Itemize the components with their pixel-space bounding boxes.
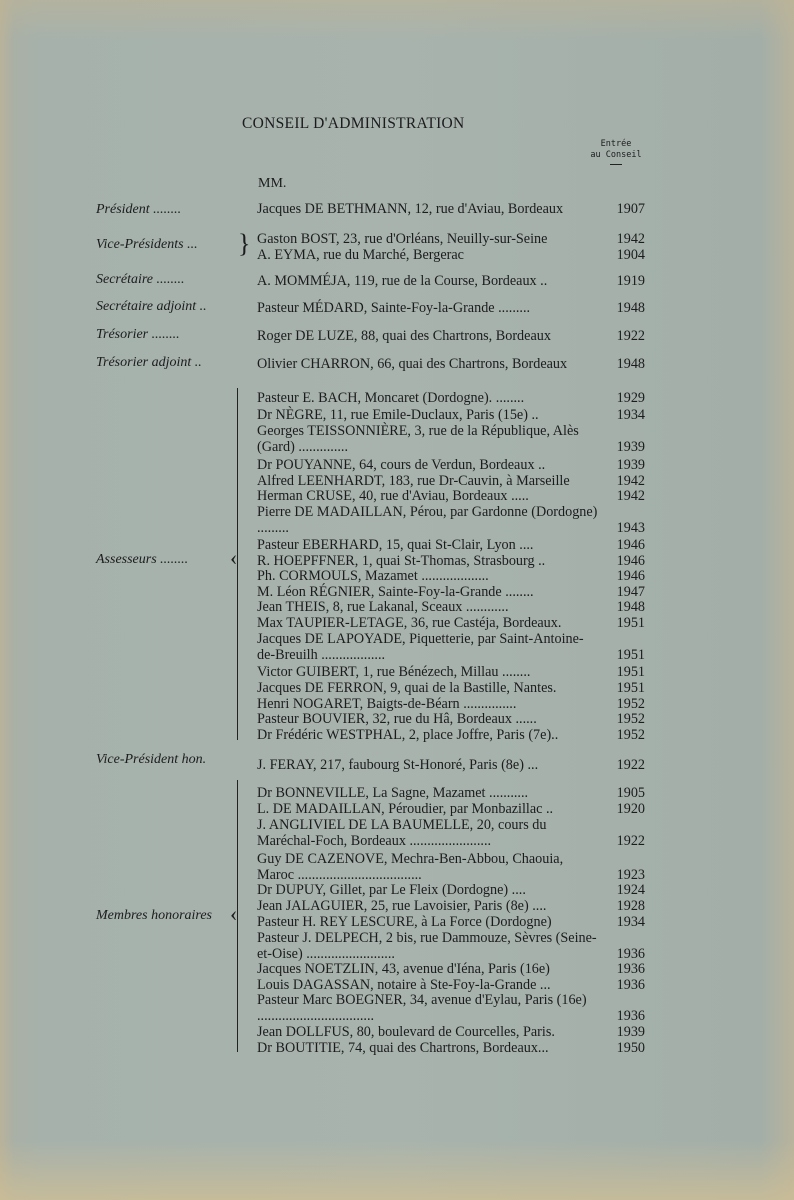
member-name: J. FERAY, 217, faubourg St-Honoré, Paris (8e) ... xyxy=(257,757,539,773)
member-row xyxy=(257,568,645,584)
member-name: Jean DOLLFUS, 80, boulevard de Courcelles, Paris. xyxy=(257,1024,555,1040)
member-year: 1934 xyxy=(616,914,645,930)
member-year: 1943 xyxy=(616,520,645,536)
member-year: 1952 xyxy=(616,711,645,727)
member-name: Jacques DE LAPOYADE, Piquetterie, par Saint-Antoine-de-Breuilh .................. xyxy=(257,631,584,663)
member-name: Dr NÈGRE, 11, rue Emile-Duclaux, Paris (15e) .. xyxy=(257,407,539,423)
member-name: Ph. CORMOULS, Mazamet ................... xyxy=(257,568,489,584)
member-name: Roger DE LUZE, 88, quai des Chartrons, Bordeaux xyxy=(257,328,551,344)
entree-line-2: au Conseil xyxy=(590,150,642,160)
member-row xyxy=(257,407,645,423)
member-row xyxy=(257,584,645,600)
role-label: Président ........ xyxy=(96,202,182,217)
member-row xyxy=(257,599,645,615)
member-row xyxy=(257,757,645,773)
brace-icon: ‹ xyxy=(230,545,238,570)
member-row xyxy=(257,273,645,289)
member-row xyxy=(257,328,645,344)
member-name: Dr BONNEVILLE, La Sagne, Mazamet ........... xyxy=(257,785,529,801)
member-row xyxy=(257,785,645,801)
role-label: Trésorier ........ xyxy=(96,327,180,342)
member-year: 1936 xyxy=(616,961,645,977)
member-name: Jean THEIS, 8, rue Lakanal, Sceaux ............ xyxy=(257,599,509,615)
role-label: Vice-Présidents ... xyxy=(96,237,198,252)
member-name: Pasteur Marc BOEGNER, 34, avenue d'Eylau, Paris (16e) ................................. xyxy=(257,992,587,1024)
member-year: 1924 xyxy=(616,882,645,898)
member-year: 1950 xyxy=(616,1040,645,1056)
member-year: 1948 xyxy=(616,356,645,372)
member-year: 1934 xyxy=(616,407,645,423)
member-row xyxy=(257,300,645,316)
member-row xyxy=(257,631,645,663)
member-row xyxy=(257,930,645,962)
member-row xyxy=(257,961,645,977)
member-row xyxy=(257,231,645,247)
member-row xyxy=(257,615,645,631)
member-name: Pasteur J. DELPECH, 2 bis, rue Dammouze, Sèvres (Seine-et-Oise) ......................... xyxy=(257,930,597,962)
member-year: 1951 xyxy=(616,680,645,696)
member-name: Olivier CHARRON, 66, quai des Chartrons, Bordeaux xyxy=(257,356,568,372)
member-name: A. EYMA, rue du Marché, Bergerac xyxy=(257,247,464,263)
member-name: Henri NOGARET, Baigts-de-Béarn ............... xyxy=(257,696,517,712)
brace-icon: } xyxy=(238,229,251,258)
member-row xyxy=(257,504,645,536)
member-row xyxy=(257,356,645,372)
member-row xyxy=(257,696,645,712)
brace-icon: ‹ xyxy=(230,901,238,926)
member-row xyxy=(257,882,645,898)
member-name: Pierre DE MADAILLAN, Pérou, par Gardonne (Dordogne) ......... xyxy=(257,504,598,536)
member-name: Georges TEISSONNIÈRE, 3, rue de la République, Alès (Gard) .............. xyxy=(257,423,579,455)
member-year: 1936 xyxy=(616,1008,645,1024)
member-row xyxy=(257,390,645,406)
member-year: 1904 xyxy=(616,247,645,263)
member-row xyxy=(257,914,645,930)
member-row xyxy=(257,977,645,993)
member-name: Pasteur EBERHARD, 15, quai St-Clair, Lyon .... xyxy=(257,537,534,553)
member-row xyxy=(257,423,645,455)
member-row xyxy=(257,727,645,743)
member-name: J. ANGLIVIEL DE LA BAUMELLE, 20, cours du Maréchal-Foch, Bordeaux ....................... xyxy=(257,817,547,849)
member-row xyxy=(257,488,645,504)
member-year: 1939 xyxy=(616,457,645,473)
member-year: 1939 xyxy=(616,439,645,455)
member-year: 1922 xyxy=(616,833,645,849)
member-year: 1928 xyxy=(616,898,645,914)
member-name: L. DE MADAILLAN, Péroudier, par Monbazillac .. xyxy=(257,801,554,817)
member-year: 1946 xyxy=(616,568,645,584)
member-name: Jacques DE FERRON, 9, quai de la Bastille, Nantes. xyxy=(257,680,557,696)
member-row xyxy=(257,247,645,263)
member-name: Pasteur H. REY LESCURE, à La Force (Dordogne) xyxy=(257,914,552,930)
member-row xyxy=(257,664,645,680)
member-year: 1936 xyxy=(616,977,645,993)
entree-line-1: Entrée xyxy=(600,139,632,149)
member-year: 1952 xyxy=(616,727,645,743)
member-name: Pasteur MÉDARD, Sainte-Foy-la-Grande ......... xyxy=(257,300,531,316)
member-row xyxy=(257,801,645,817)
member-name: Pasteur BOUVIER, 32, rue du Hâ, Bordeaux ...... xyxy=(257,711,537,727)
member-year: 1923 xyxy=(616,867,645,883)
member-year: 1946 xyxy=(616,537,645,553)
member-name: Gaston BOST, 23, rue d'Orléans, Neuilly-sur-Seine xyxy=(257,231,548,247)
member-year: 1929 xyxy=(616,390,645,406)
member-name: Dr DUPUY, Gillet, par Le Fleix (Dordogne) .... xyxy=(257,882,526,898)
mm-heading: MM. xyxy=(258,176,287,191)
page-title: CONSEIL D'ADMINISTRATION xyxy=(242,115,465,132)
member-year: 1922 xyxy=(616,757,645,773)
member-year: 1951 xyxy=(616,647,645,663)
entree-dash xyxy=(610,164,622,165)
role-label: Vice-Président hon. xyxy=(96,752,207,767)
member-year: 1951 xyxy=(616,664,645,680)
entree-heading xyxy=(586,139,646,165)
member-name: Jean JALAGUIER, 25, rue Lavoisier, Paris (8e) .... xyxy=(257,898,547,914)
role-label: Membres honoraires xyxy=(96,908,213,923)
member-row xyxy=(257,553,645,569)
member-name: Max TAUPIER-LETAGE, 36, rue Castéja, Bordeaux. xyxy=(257,615,562,631)
role-label: Secrétaire adjoint .. xyxy=(96,299,207,314)
member-year: 1942 xyxy=(616,231,645,247)
member-year: 1948 xyxy=(616,599,645,615)
member-name: M. Léon RÉGNIER, Sainte-Foy-la-Grande ........ xyxy=(257,584,534,600)
member-year: 1907 xyxy=(616,201,645,217)
member-row xyxy=(257,992,645,1024)
member-row xyxy=(257,851,645,883)
member-row xyxy=(257,457,645,473)
member-name: Jacques DE BETHMANN, 12, rue d'Aviau, Bordeaux xyxy=(257,201,564,217)
member-name: Pasteur E. BACH, Moncaret (Dordogne). ........ xyxy=(257,390,525,406)
member-row xyxy=(257,473,645,489)
role-label: Assesseurs ........ xyxy=(96,552,189,567)
role-label: Secrétaire ........ xyxy=(96,272,185,287)
member-year: 1939 xyxy=(616,1024,645,1040)
member-row xyxy=(257,1040,645,1056)
member-name: R. HOEPFFNER, 1, quai St-Thomas, Strasbourg .. xyxy=(257,553,546,569)
member-row xyxy=(257,817,645,849)
member-row xyxy=(257,898,645,914)
role-label: Trésorier adjoint .. xyxy=(96,355,202,370)
member-year: 1920 xyxy=(616,801,645,817)
member-year: 1922 xyxy=(616,328,645,344)
member-year: 1905 xyxy=(616,785,645,801)
member-row xyxy=(257,1024,645,1040)
member-name: Jacques NOETZLIN, 43, avenue d'Iéna, Paris (16e) xyxy=(257,961,550,977)
member-year: 1946 xyxy=(616,553,645,569)
member-year: 1919 xyxy=(616,273,645,289)
member-year: 1952 xyxy=(616,696,645,712)
member-name: Dr Frédéric WESTPHAL, 2, place Joffre, Paris (7e).. xyxy=(257,727,559,743)
member-name: Alfred LEENHARDT, 183, rue Dr-Cauvin, à Marseille xyxy=(257,473,570,489)
member-row xyxy=(257,711,645,727)
member-name: Dr BOUTITIE, 74, quai des Chartrons, Bordeaux... xyxy=(257,1040,549,1056)
member-year: 1936 xyxy=(616,946,645,962)
member-name: Victor GUIBERT, 1, rue Bénézech, Millau ........ xyxy=(257,664,531,680)
member-name: Dr POUYANNE, 64, cours de Verdun, Bordeaux .. xyxy=(257,457,546,473)
member-row xyxy=(257,680,645,696)
member-year: 1948 xyxy=(616,300,645,316)
member-year: 1947 xyxy=(616,584,645,600)
member-year: 1951 xyxy=(616,615,645,631)
member-name: Guy DE CAZENOVE, Mechra-Ben-Abbou, Chaouia, Maroc ................................... xyxy=(257,851,564,883)
member-year: 1942 xyxy=(616,488,645,504)
member-row xyxy=(257,201,645,217)
member-name: A. MOMMÉJA, 119, rue de la Course, Bordeaux .. xyxy=(257,273,548,289)
member-name: Herman CRUSE, 40, rue d'Aviau, Bordeaux ..... xyxy=(257,488,529,504)
member-year: 1942 xyxy=(616,473,645,489)
member-row xyxy=(257,537,645,553)
member-name: Louis DAGASSAN, notaire à Ste-Foy-la-Grande ... xyxy=(257,977,551,993)
